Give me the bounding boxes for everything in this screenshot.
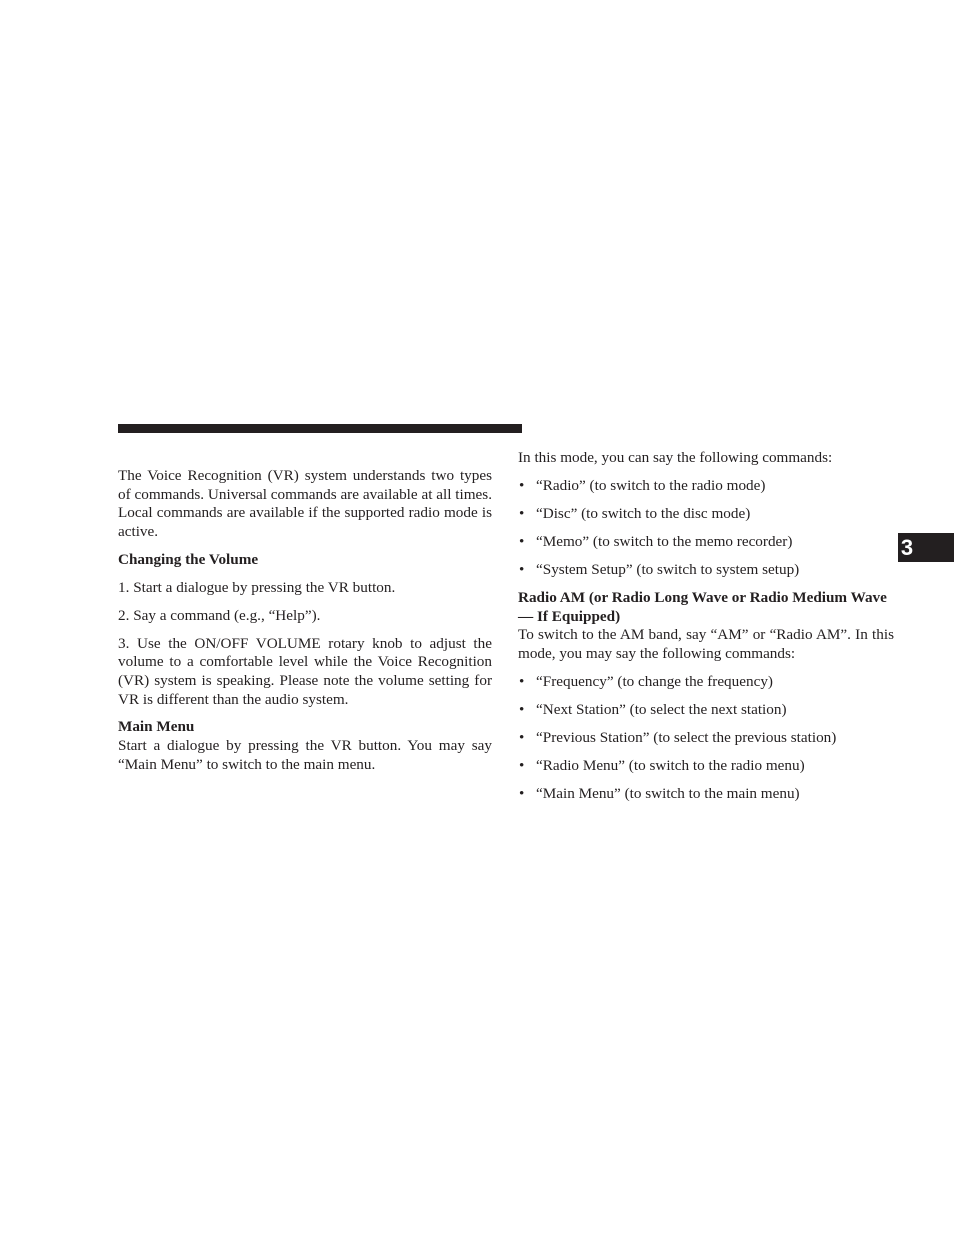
volume-step-2: 2. Say a command (e.g., “Help”). — [118, 606, 321, 624]
right-column — [518, 449, 894, 803]
main-menu-text: Start a dialogue by pressing the VR button. You may say “Main Menu” to switch to the main menu. — [118, 737, 492, 773]
volume-step-1: 1. Start a dialogue by pressing the VR button. — [118, 578, 396, 596]
main-menu-heading: Main Menu — [118, 718, 195, 736]
intro-paragraph: The Voice Recognition (VR) system understands two types of commands. Universal commands are available at all times. Local commands are available if the supported radio mode is active. — [118, 467, 492, 540]
list-item: • “Previous Station” (to select the previous station) — [518, 729, 894, 748]
changing-volume-heading: Changing the Volume — [118, 550, 259, 568]
chapter-number: 3 — [900, 535, 914, 560]
list-item: • “Disc” (to switch to the disc mode) — [518, 505, 894, 524]
commands-intro: In this mode, you can say the following commands: — [518, 449, 833, 466]
volume-step-3: 3. Use the ON/OFF VOLUME rotary knob to adjust the volume to a comfortable level while the Voice Recognition (VR) system is speaking. Please note the volume setting for VR is different than the audio system. — [118, 634, 492, 708]
list-item: • “Radio Menu” (to switch to the radio menu) — [518, 757, 894, 776]
chapter-tab — [898, 533, 954, 562]
left-column — [118, 467, 492, 774]
radio-am-text: To switch to the AM band, say “AM” or “Radio AM”. In this mode, you may say the following commands: — [518, 626, 894, 662]
list-item: • “Radio” (to switch to the radio mode) — [518, 477, 894, 496]
universal-command-list — [518, 477, 894, 580]
radio-am-command-list — [518, 673, 894, 804]
radio-am-heading: Radio AM (or Radio Long Wave or Radio Medium Wave — If Equipped) — [518, 588, 887, 625]
list-item: • “Frequency” (to change the frequency) — [518, 673, 894, 692]
list-item: • “Main Menu” (to switch to the main menu) — [518, 785, 894, 804]
list-item: • “Next Station” (to select the next station) — [518, 701, 894, 720]
section-header-rule — [118, 424, 522, 433]
list-item: • “Memo” (to switch to the memo recorder) — [518, 533, 894, 552]
list-item: • “System Setup” (to switch to system setup) — [518, 561, 894, 580]
